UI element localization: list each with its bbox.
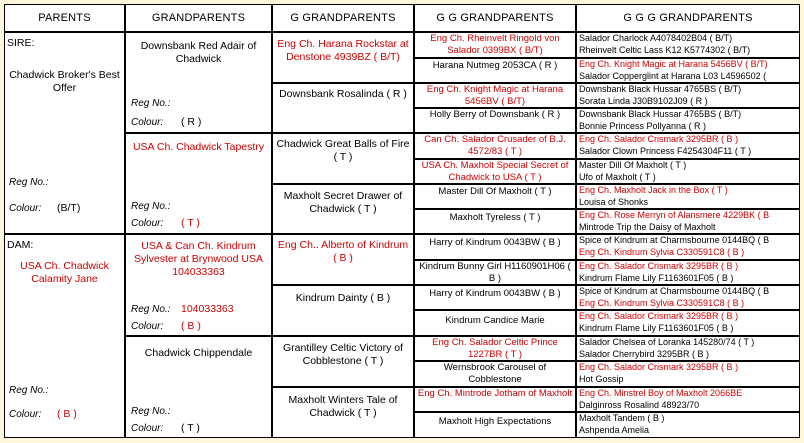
- grandparent-3: [125, 234, 272, 336]
- g5-entry: Bonnie Princess Pollyanna ( R ): [579, 121, 707, 131]
- g5-entry: Downsbank Black Hussar 4765BS ( B/T): [579, 84, 742, 94]
- g5-box-16: [576, 412, 800, 438]
- ggp-7-name: Grantilley Celtic Victory of Cobblestone ( T ): [282, 342, 403, 367]
- sire-label: SIRE:: [7, 37, 35, 49]
- g5-entry: Master Dill Of Maxholt ( T ): [579, 160, 687, 170]
- gggp-6: [414, 159, 576, 184]
- dam-name: USA Ch. Chadwick Calamity Jane: [20, 260, 109, 285]
- gggp-8: [414, 209, 576, 234]
- g5-entry: Kindrum Flame Lily F1163601F05 ( B ): [579, 273, 734, 283]
- g5-entry: Ufo of Maxholt ( T ): [579, 172, 656, 182]
- grandparent-2-reg-label: Reg No.:: [131, 201, 171, 212]
- grandparent-4-colour: ( T ): [181, 422, 200, 434]
- sire-colour-label: Colour:: [9, 203, 42, 214]
- gggp-14: [414, 361, 576, 387]
- g5-box-7: [576, 184, 800, 209]
- grandparent-4-reg-label: Reg No.:: [131, 406, 171, 417]
- g5-entry: Eng Ch. Knight Magic at Harana 5456BV ( B/T): [579, 59, 768, 69]
- gggp-13-name: Eng Ch. Salador Celtic Prince 1227BR ( T ): [432, 337, 558, 360]
- g5-entry: Salador Clown Princess F4254304F11 ( T ): [579, 146, 752, 156]
- g5-entry: Salador Chelsea of Loranka 145280/74 ( T ): [579, 337, 755, 347]
- gggp-1-name: Eng Ch. Rheinvelt Ringold von Salador 0399BX ( B/T): [430, 33, 560, 56]
- g5-entry: Eng Ch. Kindrum Sylvia C330591C8 ( B ): [579, 247, 745, 257]
- g5-entry: Hot Gossip: [579, 374, 624, 384]
- g5-box-14: [576, 361, 800, 387]
- ggp-3: [272, 133, 414, 184]
- g5-entry: Eng Ch. Minstrel Boy of Maxholt 2066BE: [579, 388, 743, 398]
- gggp-9: [414, 234, 576, 260]
- ggp-8: [272, 387, 414, 438]
- gggp-15-name: Eng Ch. Mintrode Jotham of Maxholt: [417, 388, 573, 399]
- g5-entry: Sorata Linda J30B9102J09 ( R ): [579, 96, 708, 106]
- gggp-12-name: Kindrum Candice Marie: [445, 315, 545, 326]
- g5-entry: Eng Ch. Salador Crismark 3295BR ( B ): [579, 311, 739, 321]
- ggp-1: [272, 32, 414, 83]
- g5-entry: Rheinvelt Celtic Lass K12 K5774302 ( B/T): [579, 45, 751, 55]
- g5-entry: Eng Ch. Salador Crismark 3295BR ( B ): [579, 261, 739, 271]
- grandparent-4: [125, 336, 272, 438]
- gggp-5: [414, 133, 576, 159]
- ggp-6-name: Kindrum Dainty ( B ): [295, 292, 391, 304]
- grandparent-3-reg-label: Reg No.:: [131, 304, 171, 315]
- g5-box-13: [576, 336, 800, 361]
- gggp-7: [414, 184, 576, 209]
- gggp-2-name: Harana Nutmeg 2053CA ( R ): [432, 60, 558, 71]
- g5-entry: Eng Ch. Salador Crismark 3295BR ( B ): [579, 362, 739, 372]
- grandparent-2: [125, 133, 272, 234]
- dam-cell: [4, 234, 125, 438]
- g5-box-12: [576, 310, 800, 336]
- g5-entry: Eng Ch. Maxholt Jack in the Box ( T ): [579, 185, 728, 195]
- grandparent-3-colour: ( B ): [181, 320, 201, 332]
- g5-entry: Downsbank Black Hussar 4765BS ( B/T): [579, 109, 742, 119]
- grandparent-1-colour: ( R ): [181, 116, 202, 128]
- ggp-7: [272, 336, 414, 387]
- gggp-9-name: Harry of Kindrum 0043BW ( B ): [429, 237, 561, 248]
- g5-entry: Louisa of Shonks: [579, 197, 649, 207]
- dam-label: DAM:: [7, 239, 34, 251]
- g5-entry: Salador Charlock A4078402B04 ( B/T): [579, 33, 733, 43]
- g5-entry: Eng Ch. Kindrum Sylvia C330591C8 ( B ): [579, 298, 745, 308]
- header-parents: PARENTS: [4, 4, 125, 32]
- gggp-11: [414, 285, 576, 310]
- g5-entry: Eng Ch. Rose Merryn of Alansmere 4229BK ( B: [579, 210, 770, 220]
- g5-entry: Ashpenda Amelia: [579, 425, 650, 435]
- g5-entry: Maxholt Tandem ( B ): [579, 413, 665, 423]
- g5-box-1: [576, 32, 800, 58]
- gggp-16: [414, 412, 576, 438]
- sire-reg-label: Reg No.:: [9, 177, 49, 188]
- grandparent-4-colour-label: Colour:: [131, 423, 164, 434]
- gggp-3-name: Eng Ch. Knight Magic at Harana 5456BV ( B/T): [426, 84, 564, 107]
- sire-colour: (B/T): [57, 202, 81, 214]
- grandparent-3-name: USA & Can Ch. Kindrum Sylvester at Brynwood USA 104033363: [134, 240, 263, 278]
- grandparent-3-reg: 104033363: [181, 303, 234, 315]
- ggp-5-name: Eng Ch.. Alberto of Kindrum ( B ): [277, 239, 409, 264]
- gggp-10: [414, 260, 576, 285]
- gggp-2: [414, 58, 576, 83]
- ggp-4-name: Maxholt Secret Drawer of Chadwick ( T ): [283, 190, 403, 215]
- gggp-13: [414, 336, 576, 361]
- grandparent-1-name: Downsbank Red Adair of Chadwick: [140, 40, 257, 65]
- g5-entry: Spice of Kindrum at Charmsbourne 0144BQ ( B: [579, 286, 770, 296]
- grandparent-2-colour: ( T ): [181, 217, 200, 229]
- header-grandparents: GRANDPARENTS: [125, 4, 272, 32]
- gggp-12: [414, 310, 576, 336]
- g5-box-10: [576, 260, 800, 285]
- g5-box-2: [576, 58, 800, 83]
- grandparent-1-colour-label: Colour:: [131, 117, 164, 128]
- g5-entry: Salador Copperglint at Harana L03 L4596502 (: [579, 71, 767, 81]
- g5-box-15: [576, 387, 800, 412]
- gggp-7-name: Master Dill Of Maxholt ( T ): [438, 186, 552, 197]
- grandparent-1-reg-label: Reg No.:: [131, 98, 171, 109]
- ggp-1-name: Eng Ch. Harana Rockstar at Denstone 4939BZ ( B/T): [277, 38, 409, 63]
- sire-cell: [4, 32, 125, 234]
- grandparent-2-colour-label: Colour:: [131, 218, 164, 229]
- g5-entry: Mintrode Trip the Daisy of Maxholt: [579, 222, 716, 232]
- gggp-15: [414, 387, 576, 412]
- gggp-14-name: Wernsbrook Carousel of Cobblestone: [443, 362, 547, 385]
- ggp-2-name: Downsbank Rosalinda ( R ): [279, 88, 407, 100]
- g5-box-6: [576, 159, 800, 184]
- ggp-2: [272, 83, 414, 133]
- header-g-grandparents: G GRANDPARENTS: [272, 4, 414, 32]
- gggp-6-name: USA Ch. Maxholt Special Secret of Chadwick to USA ( T ): [421, 160, 569, 183]
- sire-name: Chadwick Broker's Best Offer: [9, 69, 120, 94]
- ggp-8-name: Maxholt Winters Tale of Chadwick ( T ): [288, 394, 398, 419]
- gggp-4: [414, 108, 576, 133]
- gggp-8-name: Maxholt Tyreless ( T ): [449, 212, 541, 223]
- g5-box-3: [576, 83, 800, 108]
- g5-entry: Spice of Kindrum at Charmsbourne 0144BQ ( B: [579, 235, 770, 245]
- grandparent-1: [125, 32, 272, 133]
- dam-colour-label: Colour:: [9, 409, 42, 420]
- gggp-4-name: Holly Berry of Downsbank ( R ): [429, 109, 561, 120]
- dam-reg-label: Reg No.:: [9, 385, 49, 396]
- g5-entry: Eng Ch. Salador Crismark 3295BR ( B ): [579, 134, 739, 144]
- ggp-5: [272, 234, 414, 285]
- grandparent-2-name: USA Ch. Chadwick Tapestry: [132, 141, 265, 153]
- gggp-16-name: Maxholt High Expectations: [438, 416, 552, 427]
- gggp-10-name: Kindrum Bunny Girl H1160901H06 ( B ): [419, 261, 571, 284]
- ggp-4: [272, 184, 414, 234]
- g5-box-5: [576, 133, 800, 159]
- g5-box-4: [576, 108, 800, 133]
- grandparent-3-colour-label: Colour:: [131, 321, 164, 332]
- ggp-3-name: Chadwick Great Balls of Fire ( T ): [276, 138, 410, 163]
- g5-box-8: [576, 209, 800, 234]
- g5-entry: Kindrum Flame Lily F1163601F05 ( B ): [579, 323, 734, 333]
- gggp-3: [414, 83, 576, 108]
- gggp-1: [414, 32, 576, 58]
- header-ggg-grandparents: G G G GRANDPARENTS: [576, 4, 800, 32]
- g5-entry: Dalginross Rosalind 48923/70: [579, 400, 700, 410]
- g5-box-11: [576, 285, 800, 310]
- ggp-6: [272, 285, 414, 336]
- gggp-5-name: Can Ch. Salador Crusader of B.J. 4572/83 ( T ): [424, 134, 566, 157]
- g5-entry: Salador Cherrybird 3295BR ( B ): [579, 349, 710, 359]
- gggp-11-name: Harry of Kindrum 0043BW ( B ): [429, 288, 561, 299]
- g5-box-9: [576, 234, 800, 260]
- grandparent-4-name: Chadwick Chippendale: [144, 347, 253, 359]
- dam-colour: ( B ): [57, 408, 77, 420]
- header-gg-grandparents: G G GRANDPARENTS: [414, 4, 576, 32]
